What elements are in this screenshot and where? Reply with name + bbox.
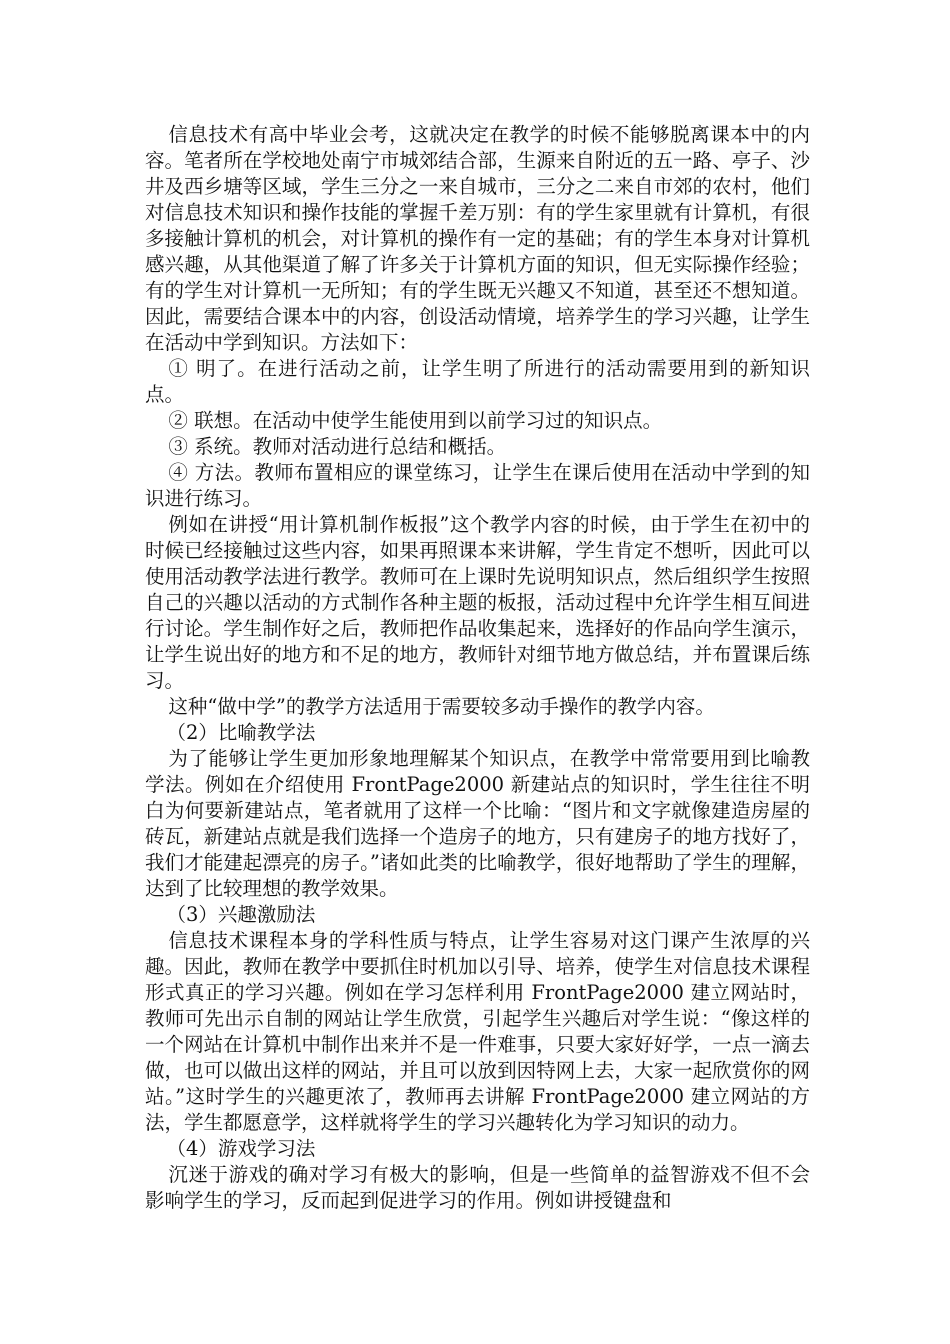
paragraph-metaphor: 为了能够让学生更加形象地理解某个知识点，在教学中常常要用到比喻教学法。例如在介绍使用 FrontPage2000 新建站点的知识时，学生往往不明白为何要新建站点，笔者就用了这样一个比喻：“图片和文字就像建造房屋的砖瓦，新建站点就是我们选择一个造房子的地方，只有建房子的地方找好了，我们才能建起漂亮的房子。”诸如此类的比喻教学，很好地帮助了学生的理解，达到了比较理想的教学效果。 bbox=[145, 747, 810, 900]
list-item-association: ② 联想。在活动中使学生能使用到以前学习过的知识点。 bbox=[168, 409, 663, 432]
paragraph-interest: 信息技术课程本身的学科性质与特点，让学生容易对这门课产生浓厚的兴趣。因此，教师在教学中要抓住时机加以引导、培养，使学生对信息技术课程形式真正的学习兴趣。例如在学习怎样利用 FrontPage2000 建立网站时，教师可先出示自制的网站让学生欣赏，引起学生兴趣后对学生说：“像这样的一个网站在计算机中制作出来并不是一件难事，只要大家好好学，一点一滴去做，也可以做出这样的网站，并且可以放到因特网上去，大家一起欣赏你的网站。”这时学生的兴趣更浓了，教师再去讲解 FrontPage2000 建立网站的方法，学生都愿意学，这样就将学生的学习兴趣转化为学习知识的动力。 bbox=[145, 929, 810, 1134]
paragraph-game: 沉迷于游戏的确对学习有极大的影响，但是一些简单的益智游戏不但不会影响学生的学习，反而起到促进学习的作用。例如讲授键盘和 bbox=[145, 1163, 810, 1212]
section-heading-metaphor: （2）比喻教学法 bbox=[166, 721, 316, 744]
paragraph-intro: 信息技术有高中毕业会考，这就决定在教学的时候不能够脱离课本中的内容。笔者所在学校地处南宁市城郊结合部，生源来自附近的五一路、亭子、沙井及西乡塘等区域，学生三分之一来自城市，三分之二来自市郊的农村，他们对信息技术知识和操作技能的掌握千差万别：有的学生家里就有计算机，有很多接触计算机的机会，对计算机的操作有一定的基础；有的学生本身对计算机感兴趣，从其他渠道了解了许多关于计算机方面的知识，但无实际操作经验；有的学生对计算机一无所知；有的学生既无兴趣又不知道，甚至还不想知道。因此，需要结合课本中的内容，创设活动情境，培养学生的学习兴趣，让学生在活动中学到知识。方法如下： bbox=[145, 123, 810, 354]
paragraph-example-board: 例如在讲授“用计算机制作板报”这个教学内容的时候，由于学生在初中的时候已经接触过这些内容，如果再照课本来讲解，学生肯定不想听，因此可以使用活动教学法进行教学。教师可在上课时先说明知识点，然后组织学生按照自己的兴趣以活动的方式制作各种主题的板报，活动过程中允许学生相互间进行讨论。学生制作好之后，教师把作品收集起来，选择好的作品向学生演示，让学生说出好的地方和不足的地方，教师针对细节地方做总结，并布置课后练习。 bbox=[145, 513, 810, 692]
document-body bbox=[145, 122, 810, 1214]
section-heading-interest: （3）兴趣激励法 bbox=[166, 903, 316, 926]
list-item-system: ③ 系统。教师对活动进行总结和概括。 bbox=[168, 435, 507, 458]
paragraph-learning-by-doing: 这种“做中学”的教学方法适用于需要较多动手操作的教学内容。 bbox=[168, 695, 715, 718]
list-item-method: ④ 方法。教师布置相应的课堂练习，让学生在课后使用在活动中学到的知识进行练习。 bbox=[145, 461, 810, 510]
section-heading-game: （4）游戏学习法 bbox=[166, 1137, 316, 1160]
list-item-clarity: ① 明了。在进行活动之前，让学生明了所进行的活动需要用到的新知识点。 bbox=[145, 357, 810, 406]
